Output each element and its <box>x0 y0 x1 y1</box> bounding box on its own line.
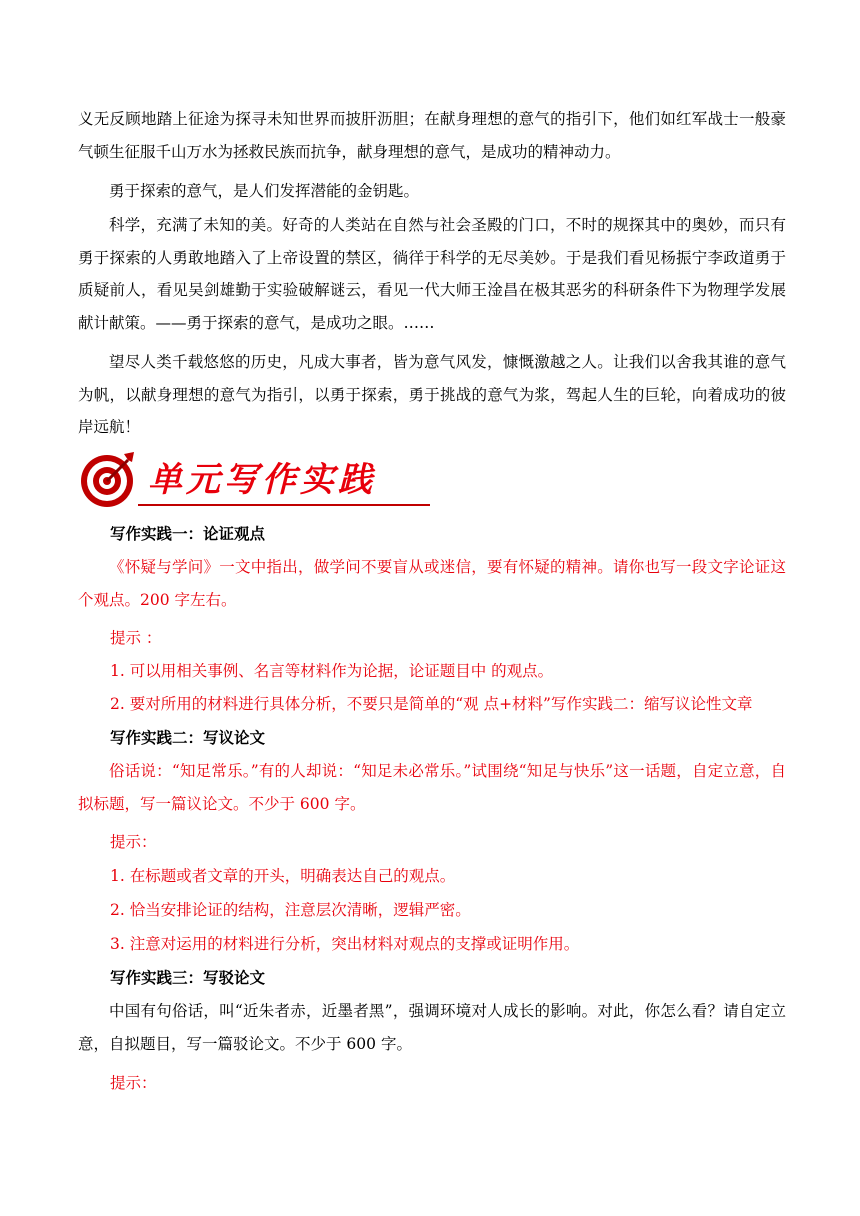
practice2-hint-label: 提示： <box>110 833 157 851</box>
intro-paragraph-3: 科学，充满了未知的美。好奇的人类站在自然与社会圣殿的门口，不时的规探其中的奥妙，而只有勇于探索的人勇敢地踏入了上帝设置的禁区，徜徉于科学的无尽美妙。于是我们看见杨振宁李政道勇于质疑前人，看见吴剑雄勤于实验破解谜云，看见一代大师王淦昌在极其恶劣的科研条件下为物理学发展献计献策。——勇于探索的意气，是成功之眼。…… <box>78 216 786 332</box>
practice1-hint-1: 1. 可以用相关事例、名言等材料作为论据，论证题目中 的观点。 <box>110 662 554 680</box>
practice2-prompt: 俗话说：“知足常乐。”有的人却说：“知足未必常乐。”试围绕“知足与快乐”这一话题，自定立意，自拟标题，写一篇议论文。不少于 600 字。 <box>78 762 786 813</box>
practice1-hint-2: 2. 要对所用的材料进行具体分析，不要只是简单的“观 点+材料”写作实践二：缩写议论性文章 <box>110 695 753 713</box>
practice3-hint-label: 提示： <box>110 1074 157 1092</box>
practice2-hint-1: 1. 在标题或者文章的开头，明确表达自己的观点。 <box>110 867 456 885</box>
banner-underline <box>138 504 430 506</box>
target-icon <box>78 448 140 510</box>
practice3-prompt: 中国有句俗话，叫“近朱者赤，近墨者黑”，强调环境对人成长的影响。对此，你怎么看？请自定立意，自拟题目，写一篇驳论文。不少于 600 字。 <box>78 1002 786 1053</box>
section-banner <box>78 448 376 510</box>
practice2-heading: 写作实践二：写议论文 <box>110 728 266 747</box>
practice3-heading: 写作实践三：写驳论文 <box>110 968 266 987</box>
practice2-hint-2: 2. 恰当安排论证的结构，注意层次清晰，逻辑严密。 <box>110 901 471 919</box>
practice2-hint-3: 3. 注意对运用的材料进行分析，突出材料对观点的支撑或证明作用。 <box>110 935 580 953</box>
intro-paragraph-4: 望尽人类千载悠悠的历史，凡成大事者，皆为意气风发，慷慨激越之人。让我们以舍我其谁的意气为帆，以献身理想的意气为指引，以勇于探索，勇于挑战的意气为浆，驾起人生的巨轮，向着成功的彼岸远航！ <box>78 353 786 437</box>
practice1-hint-label: 提示 ： <box>110 629 162 647</box>
banner-title: 单元写作实践 <box>148 460 376 500</box>
intro-paragraph-1: 义无反顾地踏上征途为探寻未知世界而披肝沥胆；在献身理想的意气的指引下，他们如红军战士一般豪气顿生征服千山万水为拯救民族而抗争，献身理想的意气，是成功的精神动力。 <box>78 110 786 161</box>
intro-paragraph-2: 勇于探索的意气，是人们发挥潜能的金钥匙。 <box>109 182 420 200</box>
practice1-prompt: 《怀疑与学问》一文中指出，做学问不要盲从或迷信，要有怀疑的精神。请你也写一段文字论证这个观点。200 字左右。 <box>78 558 786 609</box>
practice1-heading: 写作实践一：论证观点 <box>110 524 266 543</box>
